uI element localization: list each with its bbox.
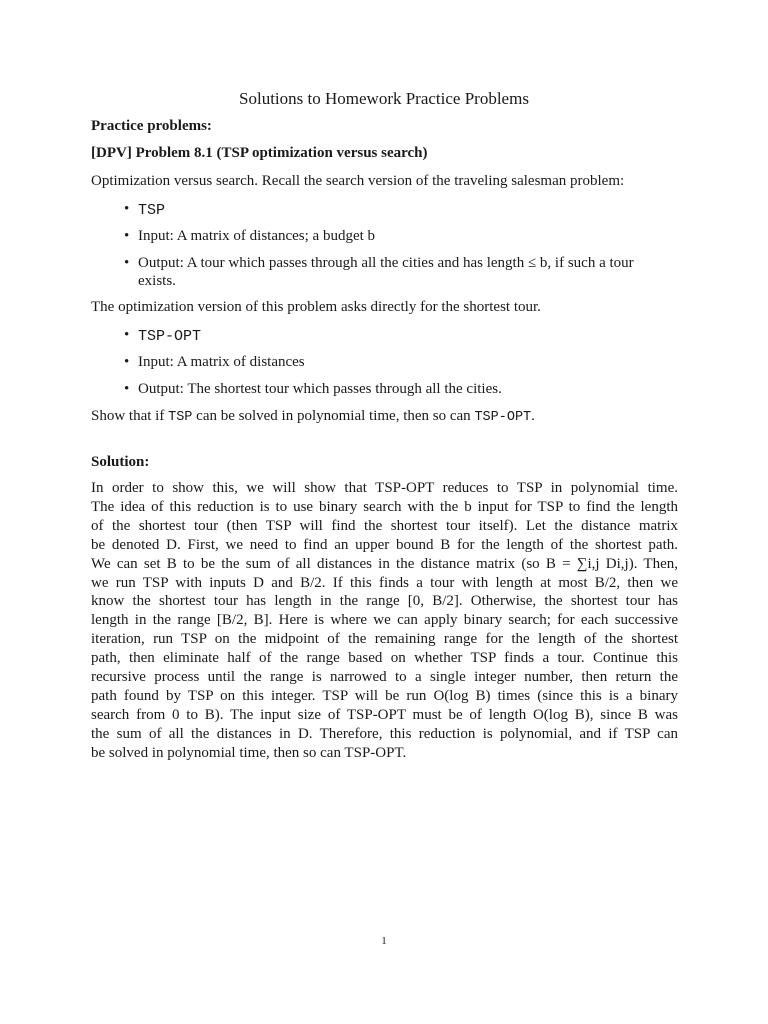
solution-line: length in the range [B/2, B]. Here is where we can apply binary search; for each successive — [91, 612, 678, 629]
bullet: • — [124, 381, 130, 397]
tsp-opt-input: Input: A matrix of distances — [138, 354, 305, 370]
bullet: • — [124, 354, 130, 370]
solution-line: be denoted D. First, we need to find an upper bound B for the length of the shortest path. — [91, 536, 678, 553]
solution-line: we run TSP with inputs D and B/2. If this finds a tour with length at most B/2, then we — [91, 574, 678, 591]
show-text-3: . — [531, 408, 535, 424]
solution-line: be solved in polynomial time, then so can TSP-OPT. — [91, 744, 407, 761]
show-code-tsp-opt: TSP-OPT — [474, 410, 532, 425]
page-title: Solutions to Homework Practice Problems — [239, 89, 529, 108]
tsp-output-line2: exists. — [138, 273, 176, 289]
solution-line: path, then eliminate half of the range based on whether TSP finds a tour. Continue this — [91, 650, 678, 667]
solution-heading: Solution: — [91, 454, 150, 470]
bullet: • — [124, 255, 130, 271]
tsp-opt-label: TSP-OPT — [138, 328, 202, 345]
opt-intro-text: The optimization version of this problem asks directly for the shortest tour. — [91, 299, 541, 315]
tsp-label: TSP — [138, 202, 166, 219]
show-statement — [91, 408, 535, 425]
solution-line: path found by TSP on this integer. TSP will be run O(log B) times (since this is a binary — [91, 687, 678, 704]
page-number: 1 — [381, 935, 387, 947]
solution-line: recursive process until the range is narrowed to a single integer number, then return the — [91, 669, 678, 686]
solution-line: of the shortest tour (then TSP will find the shortest tour itself). Let the distance matrix — [91, 517, 678, 534]
bullet: • — [124, 201, 130, 217]
solution-line: We can set B to be the sum of all distances in the distance matrix (so B = ∑i,j Di,j). Then, — [91, 555, 678, 572]
solution-line: the sum of all the distances in D. Therefore, this reduction is polynomial, and if TSP can — [91, 725, 678, 742]
solution-line: know the shortest tour has length in the range [0, B/2]. Otherwise, the shortest tour has — [91, 593, 678, 610]
show-code-tsp: TSP — [168, 410, 193, 425]
bullet: • — [124, 228, 130, 244]
solution-line: The idea of this reduction is to use binary search with the b input for TSP to find the length — [91, 498, 678, 515]
tsp-output-line1: Output: A tour which passes through all the cities and has length ≤ b, if such a tour — [138, 255, 634, 271]
intro-text: Optimization versus search. Recall the search version of the traveling salesman problem: — [91, 173, 625, 189]
solution-line: In order to show this, we will show that TSP-OPT reduces to TSP in polynomial time. — [91, 480, 678, 496]
tsp-input: Input: A matrix of distances; a budget b — [138, 228, 376, 244]
solution-line: iteration, run TSP on the midpoint of the remaining range for the length of the shortest — [91, 631, 678, 648]
show-text-1: Show that if — [91, 408, 165, 424]
solution-line: search from 0 to B). The input size of TSP-OPT must be of length O(log B), since B was — [91, 706, 678, 723]
tsp-opt-output: Output: The shortest tour which passes through all the cities. — [138, 381, 502, 397]
solution-paragraph — [91, 479, 678, 763]
problem-heading: [DPV] Problem 8.1 (TSP optimization versus search) — [91, 145, 428, 161]
practice-heading: Practice problems: — [91, 118, 212, 134]
bullet: • — [124, 327, 130, 343]
show-text-2: can be solved in polynomial time, then so can — [196, 408, 471, 424]
